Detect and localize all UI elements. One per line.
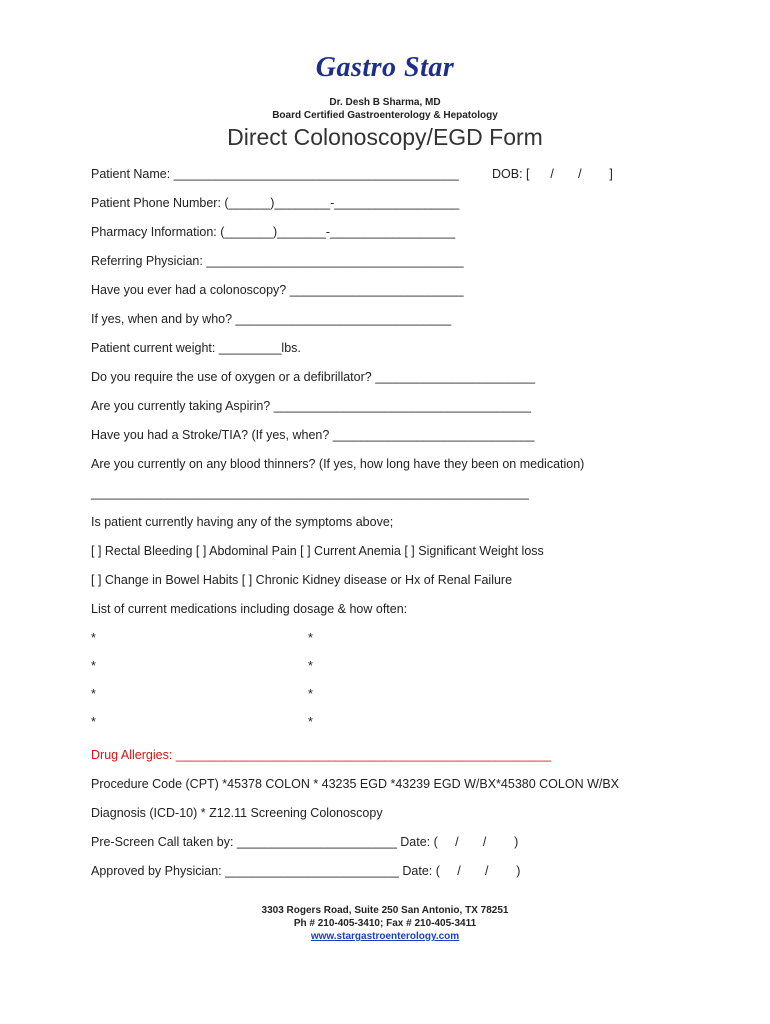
blood-thinners-field[interactable]: _______________________________________________________________ — [91, 486, 529, 500]
medication-bullet[interactable]: * — [308, 631, 313, 645]
colonoscopy-history-field[interactable]: Have you ever had a colonoscopy? _________________________ — [91, 283, 464, 297]
gastro-star-logo: Gastro Star — [315, 52, 455, 83]
medication-bullet[interactable]: * — [308, 687, 313, 701]
symptoms-checkboxes-1[interactable]: [ ] Rectal Bleeding [ ] Abdominal Pain [ ] Current Anemia [ ] Significant Weight loss — [91, 544, 544, 558]
approved-by-field[interactable]: Approved by Physician: _________________________ Date: ( / / ) — [91, 864, 521, 878]
medication-bullet[interactable]: * — [308, 715, 313, 729]
doctor-name: Dr. Desh B Sharma, MD — [329, 97, 441, 108]
medications-header: List of current medications including dosage & how often: — [91, 602, 408, 616]
dob-field[interactable]: DOB: [ / / ] — [492, 167, 613, 181]
weight-field[interactable]: Patient current weight: _________lbs. — [91, 341, 301, 355]
patient-phone-field[interactable]: Patient Phone Number: (______)________-__________________ — [91, 196, 460, 210]
stroke-field[interactable]: Have you had a Stroke/TIA? (If yes, when? _____________________________ — [91, 428, 535, 442]
medication-bullet[interactable]: * — [91, 659, 96, 673]
drug-allergies-field[interactable]: Drug Allergies: ______________________________________________________ — [91, 748, 552, 762]
form-title: Direct Colonoscopy/EGD Form — [227, 124, 543, 150]
medication-bullet[interactable]: * — [91, 631, 96, 645]
aspirin-field[interactable]: Are you currently taking Aspirin? _____________________________________ — [91, 399, 531, 413]
procedure-code: Procedure Code (CPT) *45378 COLON * 43235 EGD *43239 EGD W/BX*45380 COLON W/BX — [91, 777, 620, 791]
prescreen-call-field[interactable]: Pre-Screen Call taken by: _______________________ Date: ( / / ) — [91, 835, 519, 849]
symptoms-checkboxes-2[interactable]: [ ] Change in Bowel Habits [ ] Chronic Kidney disease or Hx of Renal Failure — [91, 573, 513, 587]
doctor-credentials: Board Certified Gastroenterology & Hepatology — [272, 110, 498, 121]
oxygen-field[interactable]: Do you require the use of oxygen or a defibrillator? _______________________ — [91, 370, 536, 384]
when-by-who-field[interactable]: If yes, when and by who? _______________________________ — [91, 312, 452, 326]
footer-phone-fax: Ph # 210-405-3410; Fax # 210-405-3411 — [293, 918, 477, 929]
medication-bullet[interactable]: * — [91, 715, 96, 729]
referring-physician-field[interactable]: Referring Physician: _____________________________________ — [91, 254, 464, 268]
patient-name-field[interactable]: Patient Name: _________________________________________ — [91, 167, 459, 181]
medication-bullet[interactable]: * — [308, 659, 313, 673]
footer-address: 3303 Rogers Road, Suite 250 San Antonio, TX 78251 — [261, 905, 509, 916]
blood-thinners-question: Are you currently on any blood thinners? (If yes, how long have they been on medication) — [91, 457, 585, 471]
medication-bullet[interactable]: * — [91, 687, 96, 701]
pharmacy-field[interactable]: Pharmacy Information: (_______)_______-__________________ — [91, 225, 456, 239]
diagnosis-code: Diagnosis (ICD-10) * Z12.11 Screening Colonoscopy — [91, 806, 383, 820]
footer-website-link[interactable]: www.stargastroenterology.com — [310, 931, 460, 942]
symptoms-question: Is patient currently having any of the symptoms above; — [91, 515, 394, 529]
